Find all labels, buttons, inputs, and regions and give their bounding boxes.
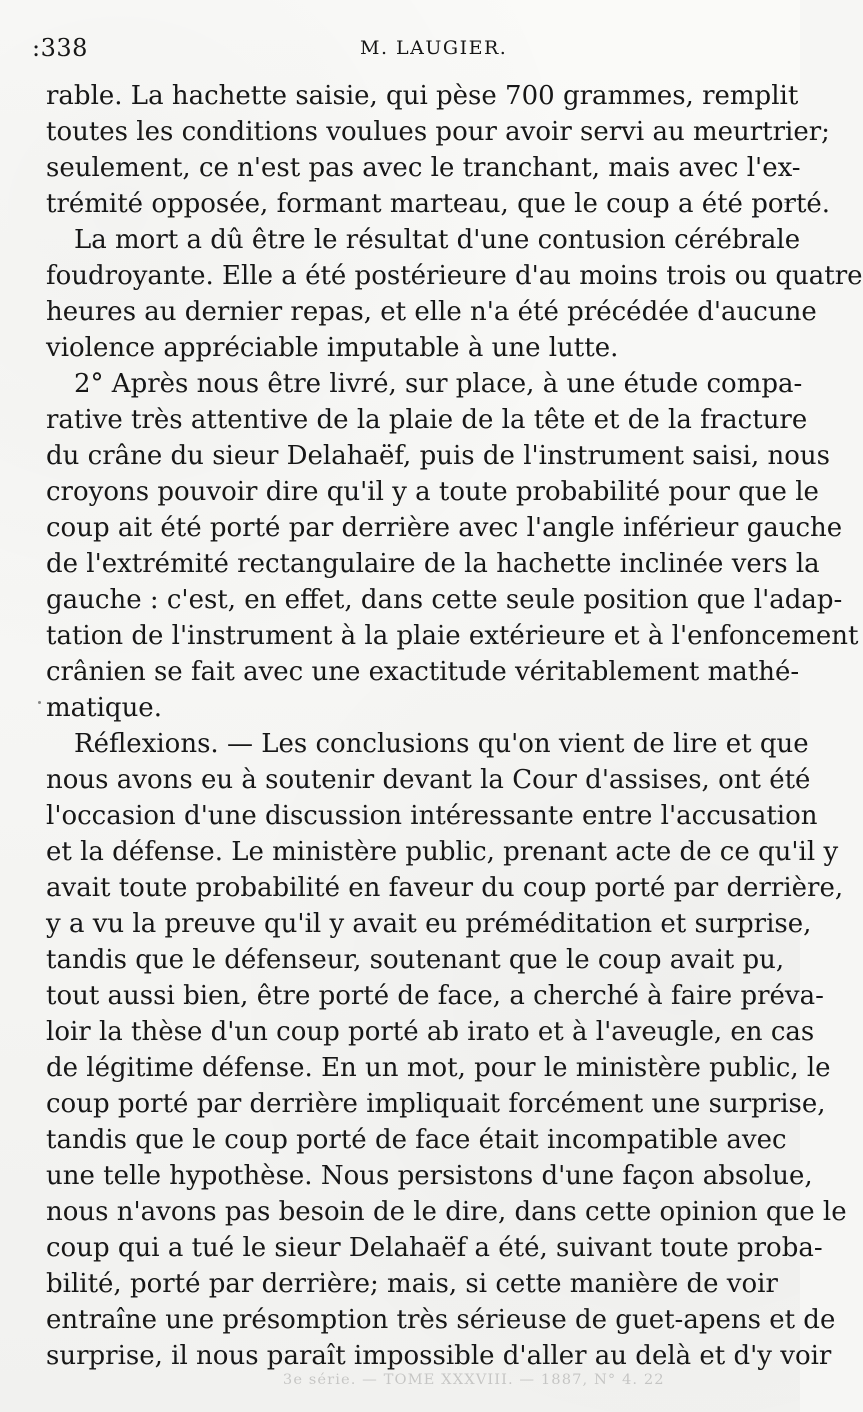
text-line: rative très attentive de la plaie de la tête et de la fracture (46, 405, 808, 435)
text-line: bilité, porté par derrière; mais, si cette manière de voir (46, 1269, 778, 1299)
text-line: du crâne du sieur Delahaëf, puis de l'instrument saisi, nous (46, 441, 831, 471)
text-line: gauche : c'est, en effet, dans cette seule position que l'adap- (46, 585, 843, 615)
text-line: La mort a dû être le résultat d'une contusion cérébrale (74, 225, 801, 255)
text-line: Réflexions. — Les conclusions qu'on vient de lire et que (74, 729, 809, 759)
text-line: crânien se fait avec une exactitude véritablement mathé- (46, 657, 800, 687)
text-line: rable. La hachette saisie, qui pèse 700 grammes, remplit (46, 81, 799, 111)
body-text (46, 78, 863, 1374)
text-line: de l'extrémité rectangulaire de la hachette inclinée vers la (46, 549, 820, 579)
page-number: :338 (32, 34, 88, 62)
text-line: matique. (46, 693, 162, 723)
text-line: tation de l'instrument à la plaie extérieure et à l'enfoncement (46, 621, 859, 651)
text-line: coup qui a tué le sieur Delahaëf a été, suivant toute proba- (46, 1233, 823, 1263)
bleed-through-footer: 3e série. — TOME XXXVIII. — 1887, N° 4. 22 (282, 1372, 665, 1388)
running-head: M. LAUGIER. (360, 37, 508, 59)
text-line: l'occasion d'une discussion intéressante entre l'accusation (46, 801, 818, 831)
margin-mark (784, 202, 794, 203)
text-line: avait toute probabilité en faveur du coup porté par derrière, (46, 873, 844, 903)
text-line: croyons pouvoir dire qu'il y a toute probabilité pour que le (46, 477, 819, 507)
text-line: seulement, ce n'est pas avec le tranchant, mais avec l'ex- (46, 153, 801, 183)
text-line: heures au dernier repas, et elle n'a été précédée d'aucune (46, 297, 817, 327)
text-line: tandis que le coup porté de face était incompatible avec (46, 1125, 787, 1155)
text-line: surprise, il nous paraît impossible d'aller au delà et d'y voir (46, 1341, 832, 1371)
text-line: foudroyante. Elle a été postérieure d'au moins trois ou quatre (46, 261, 863, 291)
text-line: de légitime défense. En un mot, pour le ministère public, le (46, 1053, 831, 1083)
text-line: tout aussi bien, être porté de face, a cherché à faire préva- (46, 981, 824, 1011)
text-line: entraîne une présomption très sérieuse de guet-apens et de (46, 1305, 836, 1335)
text-line: y a vu la preuve qu'il y avait eu préméditation et surprise, (46, 909, 812, 939)
left-margin-dot (38, 701, 41, 704)
text-line: violence appréciable imputable à une lutte. (46, 333, 619, 363)
text-line: 2° Après nous être livré, sur place, à une étude compa- (74, 369, 803, 399)
text-line: coup porté par derrière impliquait forcément une surprise, (46, 1089, 826, 1119)
text-line: loir la thèse d'un coup porté ab irato et à l'aveugle, en cas (46, 1017, 815, 1047)
text-line: tandis que le défenseur, soutenant que le coup avait pu, (46, 945, 785, 975)
text-line: nous avons eu à soutenir devant la Cour d'assises, ont été (46, 765, 811, 795)
text-line: coup ait été porté par derrière avec l'angle inférieur gauche (46, 513, 843, 543)
text-line: toutes les conditions voulues pour avoir servi au meurtrier; (46, 117, 830, 147)
page-header (32, 34, 762, 70)
text-line: nous n'avons pas besoin de le dire, dans cette opinion que le (46, 1197, 847, 1227)
text-line: et la défense. Le ministère public, prenant acte de ce qu'il y (46, 837, 839, 867)
text-line: une telle hypothèse. Nous persistons d'une façon absolue, (46, 1161, 813, 1191)
text-line: trémité opposée, formant marteau, que le coup a été porté. (46, 189, 831, 219)
